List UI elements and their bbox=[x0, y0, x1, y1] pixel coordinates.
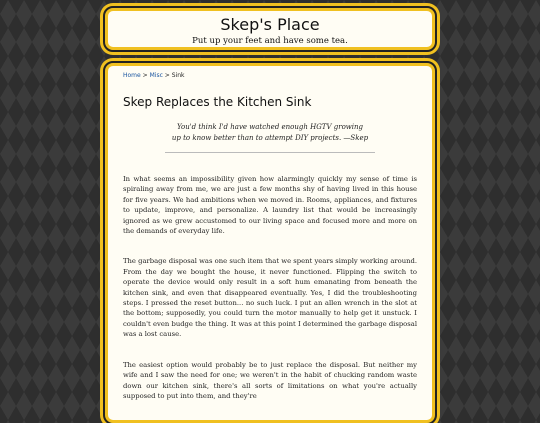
article-paragraph: The easiest option would probably be to just replace the disposal. But neither my wife and I saw the need for one; we weren't in the habit of chucking random waste down our kitchen sink, there's all sorts of limitations on what you're actually supposed to put into them, and they're bbox=[123, 360, 417, 400]
site-header bbox=[105, 8, 435, 50]
breadcrumb-home-link[interactable]: Home bbox=[123, 72, 141, 79]
epigraph-line: up to know better than to attempt DIY projects. —Skep bbox=[171, 133, 369, 142]
epigraph-line: You'd think I'd have watched enough HGTV growing bbox=[176, 123, 364, 131]
breadcrumb-separator: > bbox=[142, 72, 148, 79]
epigraph bbox=[123, 122, 417, 143]
site-title[interactable]: Skep's Place bbox=[220, 15, 320, 34]
page-title: Skep Replaces the Kitchen Sink bbox=[123, 95, 312, 109]
breadcrumb-current: Sink bbox=[171, 72, 185, 79]
article-paragraph: In what seems an impossibility given how alarmingly quickly my sense of time is spiraling away from me, we are just a few months shy of having lived in this house for five years. We had ambitions when we moved in. Rooms, appliances, and fixtures to update, improve, and personalize. A laundry list that would be increasingly ignored as we grew accustomed to our living space and focused more and more on the demands of everyday life. bbox=[123, 175, 417, 236]
breadcrumb bbox=[123, 71, 417, 81]
breadcrumb-separator: > bbox=[164, 72, 170, 79]
article-paragraph: The garbage disposal was one such item that we spent years simply working around. From the day we bought the house, it never functioned. Flipping the switch to operate the device would only result in a soft hum emanating from beneath the kitchen sink, and even that disappeared eventually. Yes, I did the troubleshooting steps. I pressed the reset button... no such luck. I put an allen wrench in the slot at the bottom; supposedly, you could turn the motor manually to help get it unstuck. I couldn't even budge the thing. It was at this point I determined the garbage disposal was a lost cause. bbox=[123, 257, 417, 339]
breadcrumb-misc-link[interactable]: Misc bbox=[149, 72, 163, 79]
site-tagline: Put up your feet and have some tea. bbox=[192, 36, 348, 46]
main-content bbox=[105, 63, 435, 423]
section-divider bbox=[165, 152, 375, 153]
